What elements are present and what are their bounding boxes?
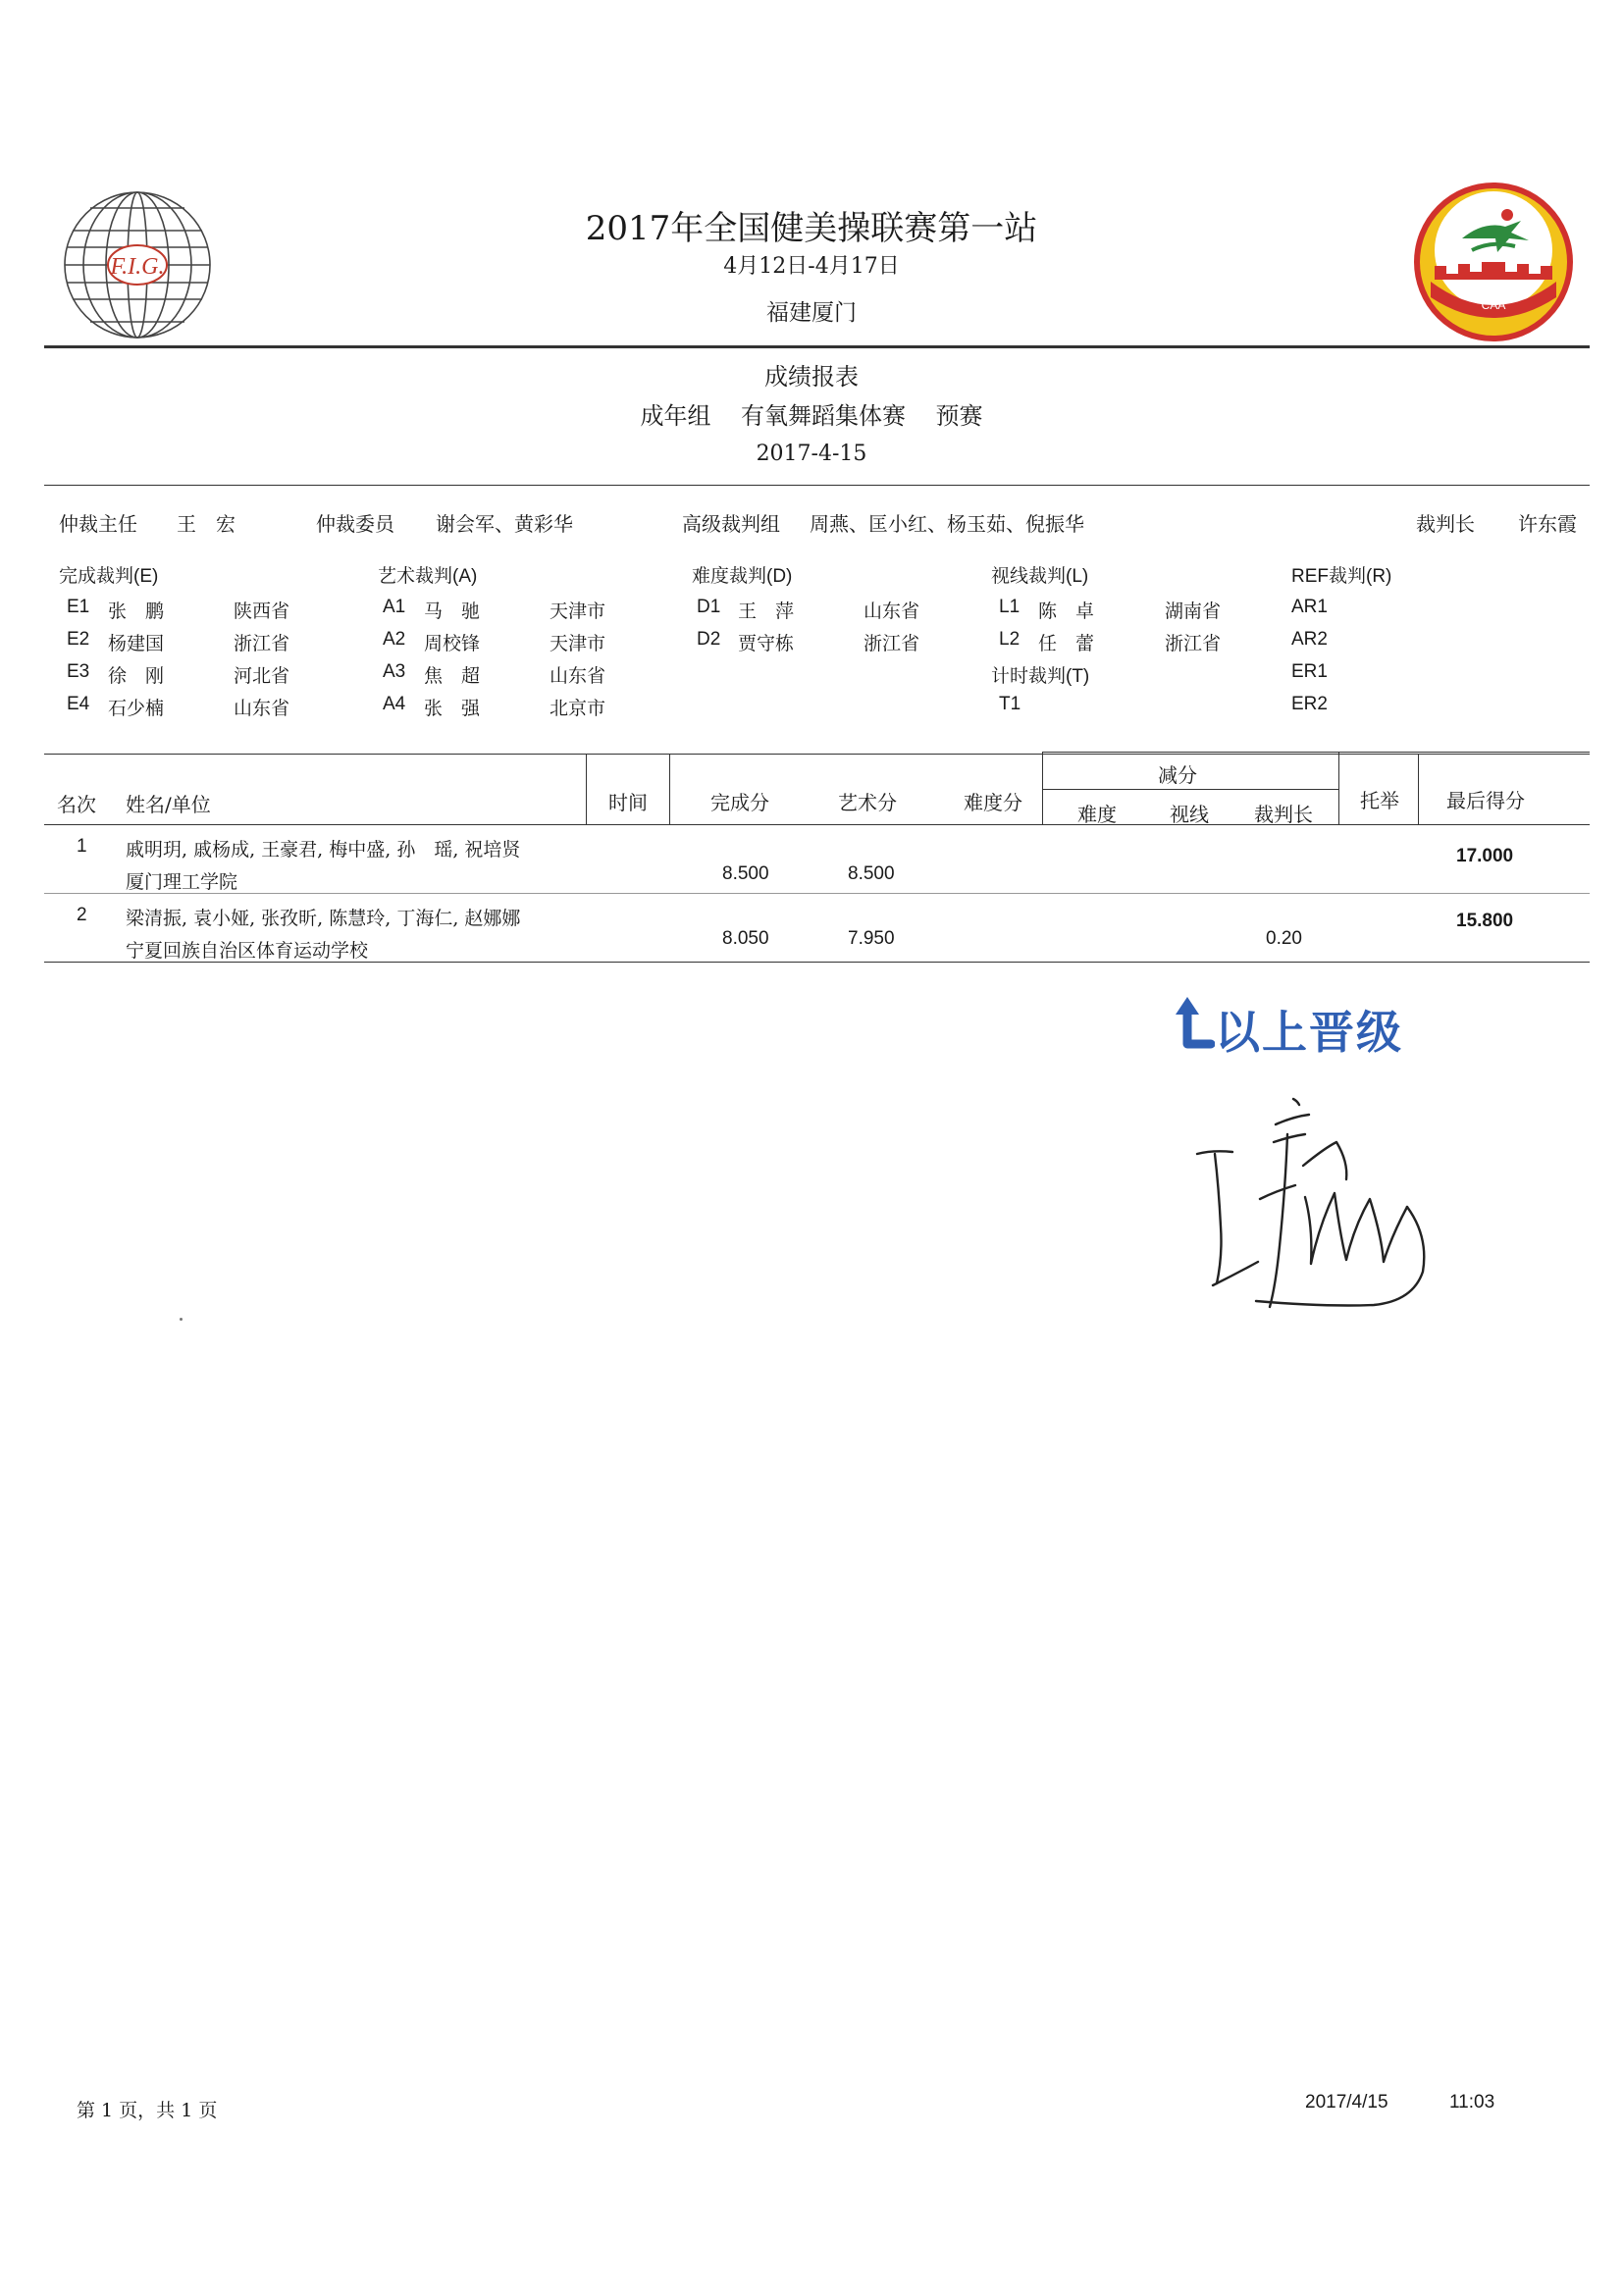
header-artistic: 艺术分	[838, 791, 897, 814]
time-label: 计时裁判(T)	[991, 666, 1090, 687]
judge-province: 浙江省	[234, 633, 290, 654]
header-name: 姓名/单位	[126, 793, 211, 816]
row-unit: 厦门理工学院	[126, 871, 238, 893]
header-deduction: 减分	[1158, 763, 1197, 787]
arbitration-members: 谢会军、黄彩华	[436, 512, 573, 536]
judge-code: D2	[697, 629, 721, 650]
report-title: 成绩报表	[764, 363, 859, 391]
print-time: 11:03	[1449, 2092, 1495, 2113]
senior-panel-label: 高级裁判组	[682, 512, 780, 536]
judge-province: 浙江省	[864, 633, 920, 654]
row-artistic: 7.950	[848, 928, 895, 949]
difficulty-label: 难度裁判(D)	[692, 566, 793, 587]
line-label: 视线裁判(L)	[991, 566, 1089, 587]
judge-province: 北京市	[550, 698, 606, 719]
table-row	[0, 824, 1623, 893]
judge-province: 陕西省	[234, 600, 290, 622]
judge-code: D1	[697, 597, 721, 617]
judge-province: 山东省	[550, 665, 606, 687]
judge-name: 马 驰	[424, 600, 481, 622]
judge-code: E2	[67, 629, 90, 650]
judge-name: 周校锋	[424, 633, 481, 654]
report-category: 成年组	[640, 402, 711, 430]
officials-divider	[44, 485, 1590, 486]
judge-province: 天津市	[550, 633, 606, 654]
event-title: 2017年全国健美操联赛第一站	[585, 209, 1038, 248]
judge-province: 天津市	[550, 600, 606, 622]
svg-text:CAA: CAA	[1481, 298, 1506, 312]
row-names: 梁清振, 袁小娅, 张孜昕, 陈慧玲, 丁海仁, 赵娜娜	[126, 908, 521, 929]
judge-province: 浙江省	[1165, 633, 1222, 654]
row-unit: 宁夏回族自治区体育运动学校	[126, 940, 369, 962]
judge-code: A2	[383, 629, 406, 650]
judge-name: 张 强	[424, 698, 481, 719]
judge-code: E1	[67, 597, 90, 617]
judges-panel	[0, 561, 1623, 718]
judge-name: 石少楠	[108, 698, 165, 719]
fig-logo	[59, 186, 216, 343]
judge-name: 任 蕾	[1038, 633, 1095, 654]
judge-name: 杨建国	[108, 633, 165, 654]
arbitration-head-label: 仲裁主任	[59, 512, 137, 536]
table-bottom-border	[44, 962, 1590, 963]
header-ded-difficulty: 难度	[1077, 803, 1117, 826]
report-round: 预赛	[935, 402, 983, 430]
judge-name: 王 萍	[738, 600, 795, 622]
header-difficulty: 难度分	[964, 791, 1022, 814]
judge-province: 山东省	[234, 698, 290, 719]
judge-province: 河北省	[234, 665, 290, 687]
header-time: 时间	[608, 791, 648, 814]
row-ded-chief: 0.20	[1266, 928, 1302, 949]
row-names: 戚明玥, 戚杨成, 王豪君, 梅中盛, 孙 瑶, 祝培贤	[126, 839, 521, 861]
judge-code: L2	[999, 629, 1021, 650]
judge-name: 贾守栋	[738, 633, 795, 654]
report-event: 有氧舞蹈集体赛	[741, 402, 906, 430]
judge-code: ER1	[1291, 661, 1328, 682]
event-dates: 4月12日-4月17日	[723, 254, 900, 279]
row-execution: 8.050	[722, 928, 769, 949]
judge-province: 山东省	[864, 600, 920, 622]
print-date: 2017/4/15	[1305, 2092, 1388, 2113]
signature	[1178, 1089, 1442, 1315]
judge-code: T1	[999, 694, 1021, 714]
judge-code: E4	[67, 694, 90, 714]
header-ded-chief: 裁判长	[1254, 803, 1313, 826]
svg-text:F.I.G.: F.I.G.	[110, 254, 165, 280]
judge-code: ER2	[1291, 694, 1328, 714]
execution-label: 完成裁判(E)	[59, 566, 159, 587]
senior-panel: 周燕、匡小红、杨玉茹、倪振华	[810, 512, 1084, 536]
arbitration-head: 王 宏	[177, 512, 236, 536]
caa-logo	[1413, 182, 1575, 343]
arbitration-members-label: 仲裁委员	[316, 512, 394, 536]
chief-judge: 许东霞	[1518, 512, 1577, 536]
report-subtitle	[393, 396, 1230, 431]
header-ded-line: 视线	[1170, 803, 1209, 826]
row-final: 15.800	[1456, 911, 1514, 931]
judge-code: A4	[383, 694, 406, 714]
header-final: 最后得分	[1446, 789, 1525, 812]
judge-name: 徐 刚	[108, 665, 165, 687]
judge-name: 陈 卓	[1038, 600, 1095, 622]
row-rank: 1	[77, 836, 87, 857]
report-date: 2017-4-15	[756, 442, 867, 466]
svg-text:中国健美操协会: 中国健美操协会	[1455, 282, 1532, 294]
judge-code: A1	[383, 597, 406, 617]
page-indicator: 第 1 页，共 1 页	[77, 2100, 218, 2121]
row-execution: 8.500	[722, 863, 769, 884]
stamp-text: 以上晋级	[1215, 1006, 1403, 1059]
ref-label: REF裁判(R)	[1291, 566, 1392, 587]
table-row	[0, 893, 1623, 962]
judge-code: A3	[383, 661, 406, 682]
table-header	[0, 754, 1623, 824]
chief-judge-label: 裁判长	[1416, 512, 1475, 536]
deduction-top-border	[1042, 752, 1590, 753]
row-final: 17.000	[1456, 846, 1514, 866]
judge-province: 湖南省	[1165, 600, 1222, 622]
artistic-label: 艺术裁判(A)	[378, 566, 478, 587]
judge-code: L1	[999, 597, 1021, 617]
event-venue: 福建厦门	[766, 300, 857, 326]
row-artistic: 8.500	[848, 863, 895, 884]
up-arrow-icon	[1174, 993, 1215, 1052]
row-rank: 2	[77, 905, 87, 925]
judge-code: AR2	[1291, 629, 1328, 650]
judge-code: E3	[67, 661, 90, 682]
judge-name: 焦 超	[424, 665, 481, 687]
officials-row	[0, 508, 1623, 538]
header-divider	[44, 345, 1590, 348]
header-rank: 名次	[57, 793, 96, 816]
judge-name: 张 鹏	[108, 600, 165, 622]
header-execution: 完成分	[710, 791, 769, 814]
header-lift: 托举	[1360, 789, 1399, 812]
judge-code: AR1	[1291, 597, 1328, 617]
scan-speck	[180, 1318, 183, 1321]
